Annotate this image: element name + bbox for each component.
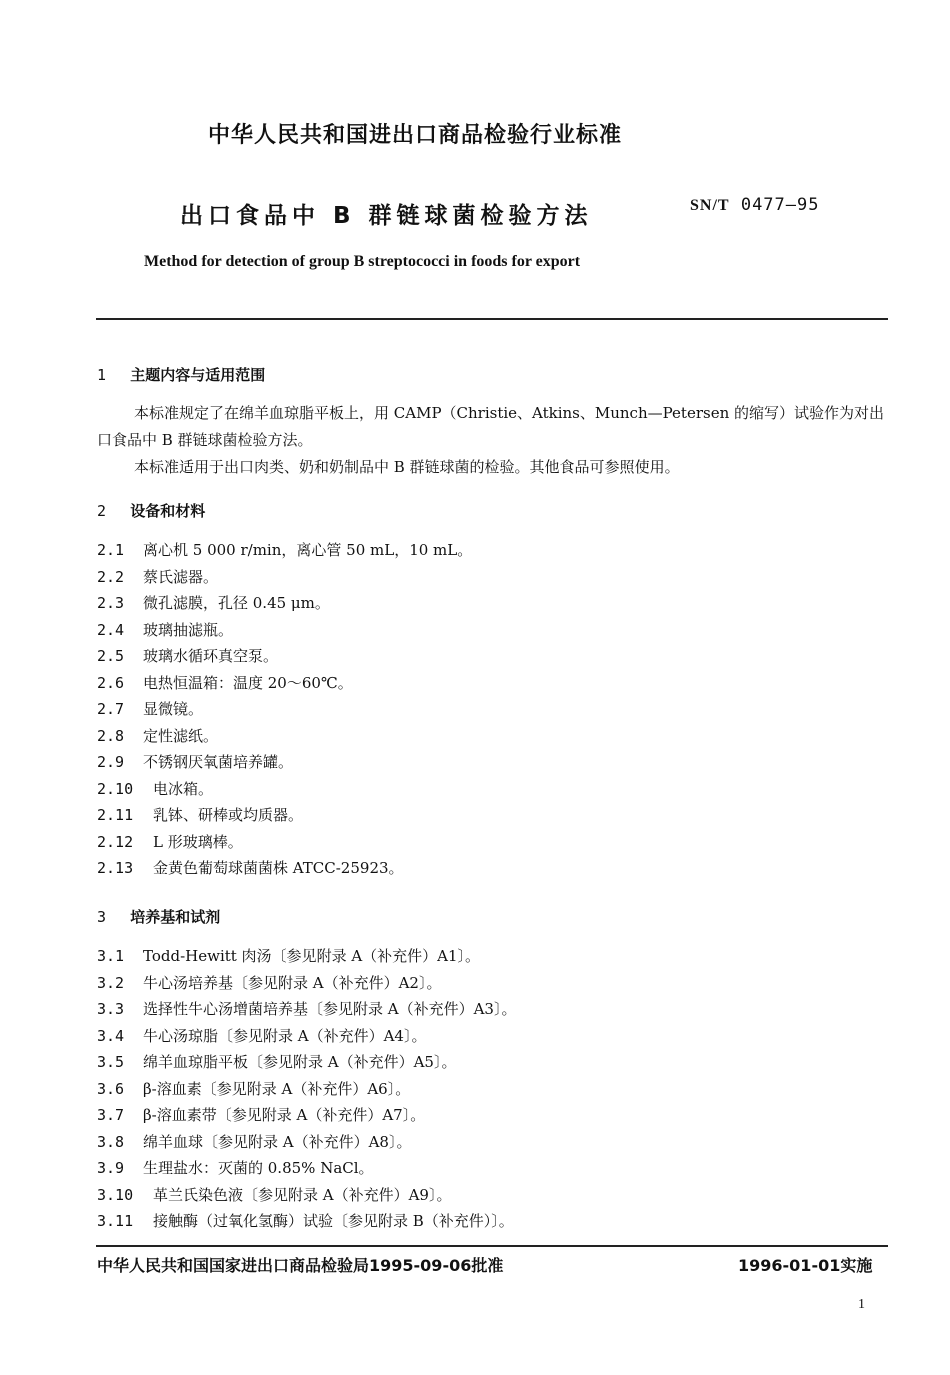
item-text: 接触酶（过氧化氢酶）试验〔参见附录 B（补充件）〕。: [153, 1212, 514, 1230]
item-number: 3.5: [97, 1053, 125, 1071]
list-item: [97, 564, 472, 591]
list-item: [97, 1129, 516, 1156]
item-number: 2.12: [97, 832, 134, 851]
item-number: 3.7: [97, 1106, 125, 1124]
list-item: [97, 1182, 516, 1209]
section-1-paragraph-1: 本标准规定了在绵羊血琼脂平板上，用 CAMP（Christie、Atkins、Munch—Petersen 的缩写）试验作为对出口食品中 B 群链球菌检验方法。: [97, 404, 884, 449]
list-item: [97, 1155, 516, 1182]
item-text: 牛心汤琼脂〔参见附录 A（补充件）A4〕。: [143, 1026, 427, 1045]
section-1-paragraph-2: 本标准适用于出口肉类、奶和奶制品中 B 群链球菌的检验。其他食品可参照使用。: [134, 458, 680, 476]
item-number: 3.9: [97, 1159, 125, 1177]
list-item: [97, 1049, 516, 1076]
issuing-authority-line: 中华人民共和国进出口商品检验行业标准: [207, 123, 622, 148]
item-number: 2.6: [97, 673, 125, 692]
item-number: 3.8: [97, 1132, 125, 1151]
list-item: [97, 643, 472, 670]
item-number: 3.6: [97, 1079, 125, 1098]
list-item: [97, 829, 472, 856]
item-text: 显微镜。: [143, 700, 204, 718]
document-title-en: Method for detection of group B streptococci in foods for export: [144, 253, 581, 270]
item-text: 电热恒温箱：温度 20～60℃。: [143, 673, 353, 692]
item-number: 2.13: [97, 859, 134, 877]
item-number: 2.7: [97, 700, 125, 718]
item-text: 绵羊血琼脂平板〔参见附录 A（补充件）A5〕。: [143, 1053, 457, 1071]
list-item: [97, 537, 472, 564]
item-number: 2.3: [97, 594, 125, 612]
section-3-heading: [97, 906, 220, 927]
page-number: 1: [858, 1297, 865, 1312]
item-number: 2.5: [97, 647, 125, 665]
list-item: [97, 1076, 516, 1103]
list-item: [97, 996, 516, 1023]
item-number: 2.9: [97, 753, 125, 771]
item-number: 2.4: [97, 620, 125, 639]
section-number: 1: [97, 366, 107, 384]
list-item: [97, 617, 472, 644]
list-item: [97, 749, 472, 776]
list-item: [97, 943, 516, 970]
item-text: β-溶血素带〔参见附录 A（补充件）A7〕。: [143, 1106, 426, 1124]
standard-code-prefix: SN/T: [690, 197, 730, 214]
item-text: 选择性牛心汤增菌培养基〔参见附录 A（补充件）A3〕。: [143, 1000, 517, 1018]
item-text: 玻璃水循环真空泵。: [143, 647, 279, 665]
approval-statement: 中华人民共和国国家进出口商品检验局1995-09-06批准: [97, 1256, 504, 1275]
header-divider: [96, 318, 888, 320]
list-item: [97, 802, 472, 829]
item-number: 2.10: [97, 779, 134, 798]
list-item: [97, 723, 472, 750]
section-3-item-list: [97, 943, 516, 1235]
item-number: 3.4: [97, 1026, 125, 1045]
item-number: 2.1: [97, 541, 125, 559]
item-text: 不锈钢厌氧菌培养罐。: [143, 753, 294, 771]
item-text: 玻璃抽滤瓶。: [143, 620, 234, 639]
section-title: 培养基和试剂: [130, 908, 221, 926]
item-text: 离心机 5 000 r/min，离心管 50 mL，10 mL。: [143, 541, 473, 559]
list-item: [97, 670, 472, 697]
item-text: L 形玻璃棒。: [153, 832, 243, 851]
section-number: 3: [97, 908, 107, 926]
item-number: 2.11: [97, 806, 134, 824]
item-text: 微孔滤膜，孔径 0.45 μm。: [143, 594, 330, 612]
item-text: 生理盐水：灭菌的 0.85% NaCl。: [143, 1159, 374, 1177]
item-number: 2.2: [97, 567, 125, 586]
section-title: 设备和材料: [130, 502, 206, 520]
item-text: 绵羊血球〔参见附录 A（补充件）A8〕。: [143, 1132, 412, 1151]
standard-code-number: 0477—95: [740, 195, 820, 215]
item-number: 3.10: [97, 1185, 134, 1204]
document-title-cn: 出口食品中 B 群链球菌检验方法: [180, 203, 593, 229]
item-text: 金黄色葡萄球菌菌株 ATCC-25923。: [153, 859, 404, 877]
list-item: [97, 970, 516, 997]
item-number: 3.11: [97, 1212, 134, 1230]
item-number: 2.8: [97, 726, 125, 745]
list-item: [97, 1102, 516, 1129]
item-text: 定性滤纸。: [143, 726, 219, 745]
list-item: [97, 776, 472, 803]
item-text: 乳钵、研棒或均质器。: [153, 806, 304, 824]
section-number: 2: [97, 502, 107, 520]
item-text: 牛心汤培养基〔参见附录 A（补充件）A2〕。: [143, 973, 442, 992]
list-item: [97, 590, 472, 617]
section-2-item-list: [97, 537, 472, 882]
item-text: Todd-Hewitt 肉汤〔参见附录 A（补充件）A1〕。: [143, 947, 481, 965]
section-title: 主题内容与适用范围: [130, 366, 266, 384]
item-number: 3.3: [97, 1000, 125, 1018]
item-text: β-溶血素〔参见附录 A（补充件）A6〕。: [143, 1079, 411, 1098]
item-number: 3.1: [97, 947, 125, 965]
item-text: 电冰箱。: [153, 779, 214, 798]
list-item: [97, 855, 472, 882]
list-item: [97, 696, 472, 723]
implementation-date: 1996-01-01实施: [738, 1256, 873, 1275]
list-item: [97, 1208, 516, 1235]
standard-code: [690, 195, 819, 215]
list-item: [97, 1023, 516, 1050]
item-text: 蔡氏滤器。: [143, 567, 219, 586]
section-2-heading: [97, 500, 205, 521]
section-1-heading: [97, 364, 265, 385]
item-text: 革兰氏染色液〔参见附录 A（补充件）A9〕。: [153, 1185, 452, 1204]
item-number: 3.2: [97, 973, 125, 992]
footer-divider: [96, 1245, 888, 1247]
